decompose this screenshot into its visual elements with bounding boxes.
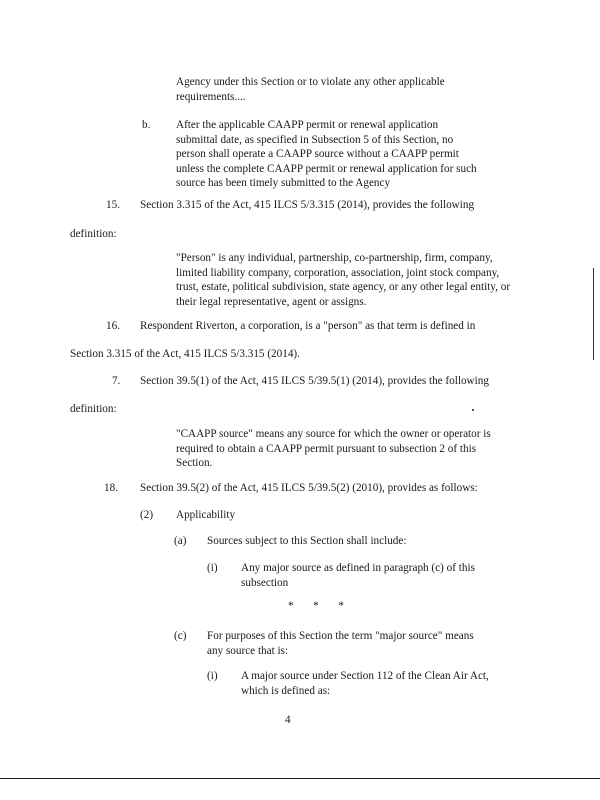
scan-bottom-edge — [0, 778, 600, 779]
para18-number: 18. — [104, 482, 118, 494]
text-line: For purposes of this Section the term "major source" means — [207, 630, 474, 642]
scan-edge-mark — [593, 268, 594, 360]
quote-line: required to obtain a CAAPP permit pursuant to subsection 2 of this — [176, 442, 477, 455]
quote-line: trust, estate, political subdivision, state agency, or any other legal entity, or — [176, 281, 511, 294]
para17-quote — [176, 427, 491, 471]
text-line: subsection — [241, 576, 289, 589]
para17-line2: definition: — [70, 403, 117, 415]
para14-continuation — [176, 75, 445, 104]
sub2-label: Applicability — [176, 509, 236, 521]
quote-line: "Person" is any individual, partnership, co-partnership, firm, company, — [176, 252, 493, 264]
sub-a-text: Sources subject to this Section shall include: — [207, 535, 407, 547]
para14-b-marker: b. — [142, 119, 151, 131]
text-line: Agency under this Section or to violate any other applicable — [176, 76, 445, 88]
para15-number: 15. — [106, 199, 120, 211]
para15-line2: definition: — [70, 228, 117, 240]
sub-c-i-marker: (i) — [207, 670, 218, 682]
para15-line1: Section 3.315 of the Act, 415 ILCS 5/3.315 (2014), provides the following — [140, 199, 475, 211]
sub-a-marker: (a) — [174, 535, 187, 547]
scan-speck — [472, 409, 474, 411]
sub-c-i-text — [241, 669, 489, 698]
text-line: person shall operate a CAAPP source without a CAAPP permit — [176, 148, 459, 161]
ellipsis-stars: * * * — [288, 600, 344, 612]
quote-line: "CAAPP source" means any source for which the owner or operator is — [176, 428, 491, 440]
quote-line: Section. — [176, 457, 213, 470]
text-line: After the applicable CAAPP permit or renewal application — [176, 119, 439, 131]
text-line: submittal date, as specified in Subsection 5 of this Section, no — [176, 133, 454, 146]
sub2-marker: (2) — [140, 509, 154, 521]
text-line: Any major source as defined in paragraph (c) of this — [241, 562, 475, 574]
para14-b-text — [176, 118, 477, 191]
text-line: any source that is: — [207, 644, 289, 657]
text-line: A major source under Section 112 of the Clean Air Act, — [241, 670, 489, 682]
para16-line2: Section 3.315 of the Act, 415 ILCS 5/3.315 (2014). — [70, 348, 300, 360]
quote-line: limited liability company, corporation, association, joint stock company, — [176, 266, 500, 279]
text-line: which is defined as: — [241, 684, 331, 697]
sub-c-text — [207, 629, 474, 658]
sub-c-marker: (c) — [174, 630, 187, 642]
para18-line1: Section 39.5(2) of the Act, 415 ILCS 5/39.5(2) (2010), provides as follows: — [140, 482, 478, 494]
quote-line: their legal representative, agent or assigns. — [176, 295, 367, 308]
sub-i-text — [241, 561, 475, 590]
para16-number: 16. — [106, 320, 120, 332]
text-line: unless the complete CAAPP permit or renewal application for such — [176, 162, 477, 175]
sub-i-marker: (i) — [207, 562, 218, 574]
para15-quote — [176, 251, 510, 309]
page-number: 4 — [285, 714, 291, 726]
para17-line1: Section 39.5(1) of the Act, 415 ILCS 5/39.5(1) (2014), provides the following — [140, 375, 489, 387]
para16-line1: Respondent Riverton, a corporation, is a "person" as that term is defined in — [140, 320, 476, 332]
text-line: source has been timely submitted to the Agency — [176, 177, 391, 190]
text-line: requirements.... — [176, 90, 246, 103]
para17-number: 7. — [112, 375, 121, 387]
